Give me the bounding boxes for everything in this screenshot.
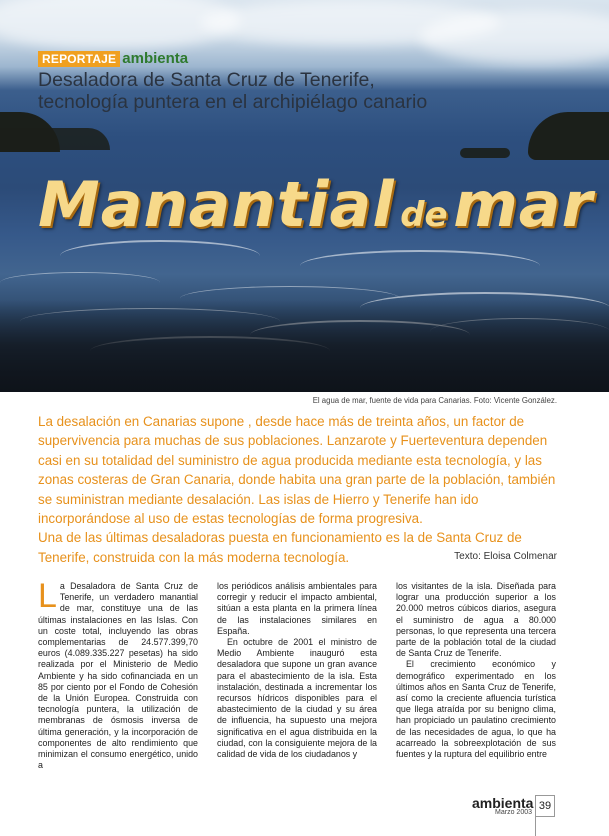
lead-paragraph bbox=[38, 412, 556, 567]
body-column-1: La Desaladora de Santa Cruz de Tenerife, un verdadero manantial de mar, constituye una de las últimas instalaciones en las Islas. Con un coste total, incluyendo las obras complementarias de 24.577.399,70 euros (4.089.335.227 pesetas) ha sido realizada por el Ministerio de Medio Ambiente y ha sido cofinanciada en un 85 por ciento por el Fondo de Cohesión de la Unión Europea. Construida con tecnología puntera, la utilización de membranas de ósmosis inversa de última generación, y la incorporación de componentes de alto rendimiento que minimizan el consumo energético, unido a bbox=[38, 577, 198, 771]
page-number: 39 bbox=[535, 795, 555, 817]
headline-word-de: de bbox=[400, 195, 448, 235]
section-kicker bbox=[38, 50, 188, 67]
magazine-brand: ambienta bbox=[122, 50, 189, 67]
body-column-2: los periódicos análisis ambientales para corregir y reducir el impacto ambiental, sitúan a esta planta en la primera línea de las instalaciones similares en España. En octubre de 2001 el ministro de Medio Ambiente inauguró esta desaladora que supone un gran avance para el abastecimiento de la isla. Esta instalación, destinada a incrementar los recursos hídricos disponibles para el abastecimiento de la ciudad y su área de influencia, ha supuesto una mejora significativa en el agua distribuida en la ciudad, con la consiguiente mejora de la calidad de vida de los ciudadanos y bbox=[217, 581, 377, 760]
page-rule bbox=[535, 815, 536, 836]
lead-text-2: Una de las últimas desaladoras puesta en funcionamiento es la de Santa Cruz de Tenerife, construida con la más moderna tecnología. bbox=[38, 530, 522, 565]
body-column-3: los visitantes de la isla. Diseñada para lograr una producción superior a los 20.000 metros cúbicos diarios, asegura el suministro de agua a 80.000 personas, lo que representa una tercera parte de la población total de la ciudad de Santa Cruz de Tenerife. El crecimiento económico y demográfico experimentado en los últimos años en Santa Cruz de Tenerife, así como la creciente afluencia turística que llega atraída por su benigno clima, han propiciado un paulatino crecimiento de las necesidades de agua, lo que ha acarreado la sobreexplotación de sus fuentes y la ruptura del equilibrio entre bbox=[396, 581, 556, 760]
article-headline bbox=[38, 168, 593, 241]
dropcap: L bbox=[38, 577, 57, 615]
headline-word-mar: mar bbox=[453, 168, 594, 241]
article-body bbox=[38, 577, 556, 771]
photo-caption: El agua de mar, fuente de vida para Canarias. Foto: Vicente González. bbox=[312, 396, 557, 405]
headline-word-manantial: Manantial bbox=[38, 168, 395, 241]
footer-brand: ambienta Marzo 2003 bbox=[472, 795, 534, 816]
section-tag: REPORTAJE bbox=[38, 51, 120, 67]
article-subtitle: Desaladora de Santa Cruz de Tenerife, tecnología puntera en el archipiélago canario bbox=[38, 69, 428, 113]
byline: Texto: Eloisa Colmenar bbox=[454, 551, 557, 562]
issue-date: Marzo 2003 bbox=[495, 809, 532, 816]
hero-photo bbox=[0, 0, 609, 392]
lead-text-1: La desalación en Canarias supone , desde hace más de treinta años, un factor de supervivencia para muchas de sus poblaciones. Lanzarote y Fuerteventura dependen casi en su totalidad del suministro de agua producida mediante esta tecnología, y las zonas costeras de Gran Canaria, donde habita una gran parte de la población, también se suministran mediante desalación. Las islas de Hierro y Tenerife han ido incorporándose al uso de estas tecnologías de forma progresiva. bbox=[38, 414, 556, 527]
